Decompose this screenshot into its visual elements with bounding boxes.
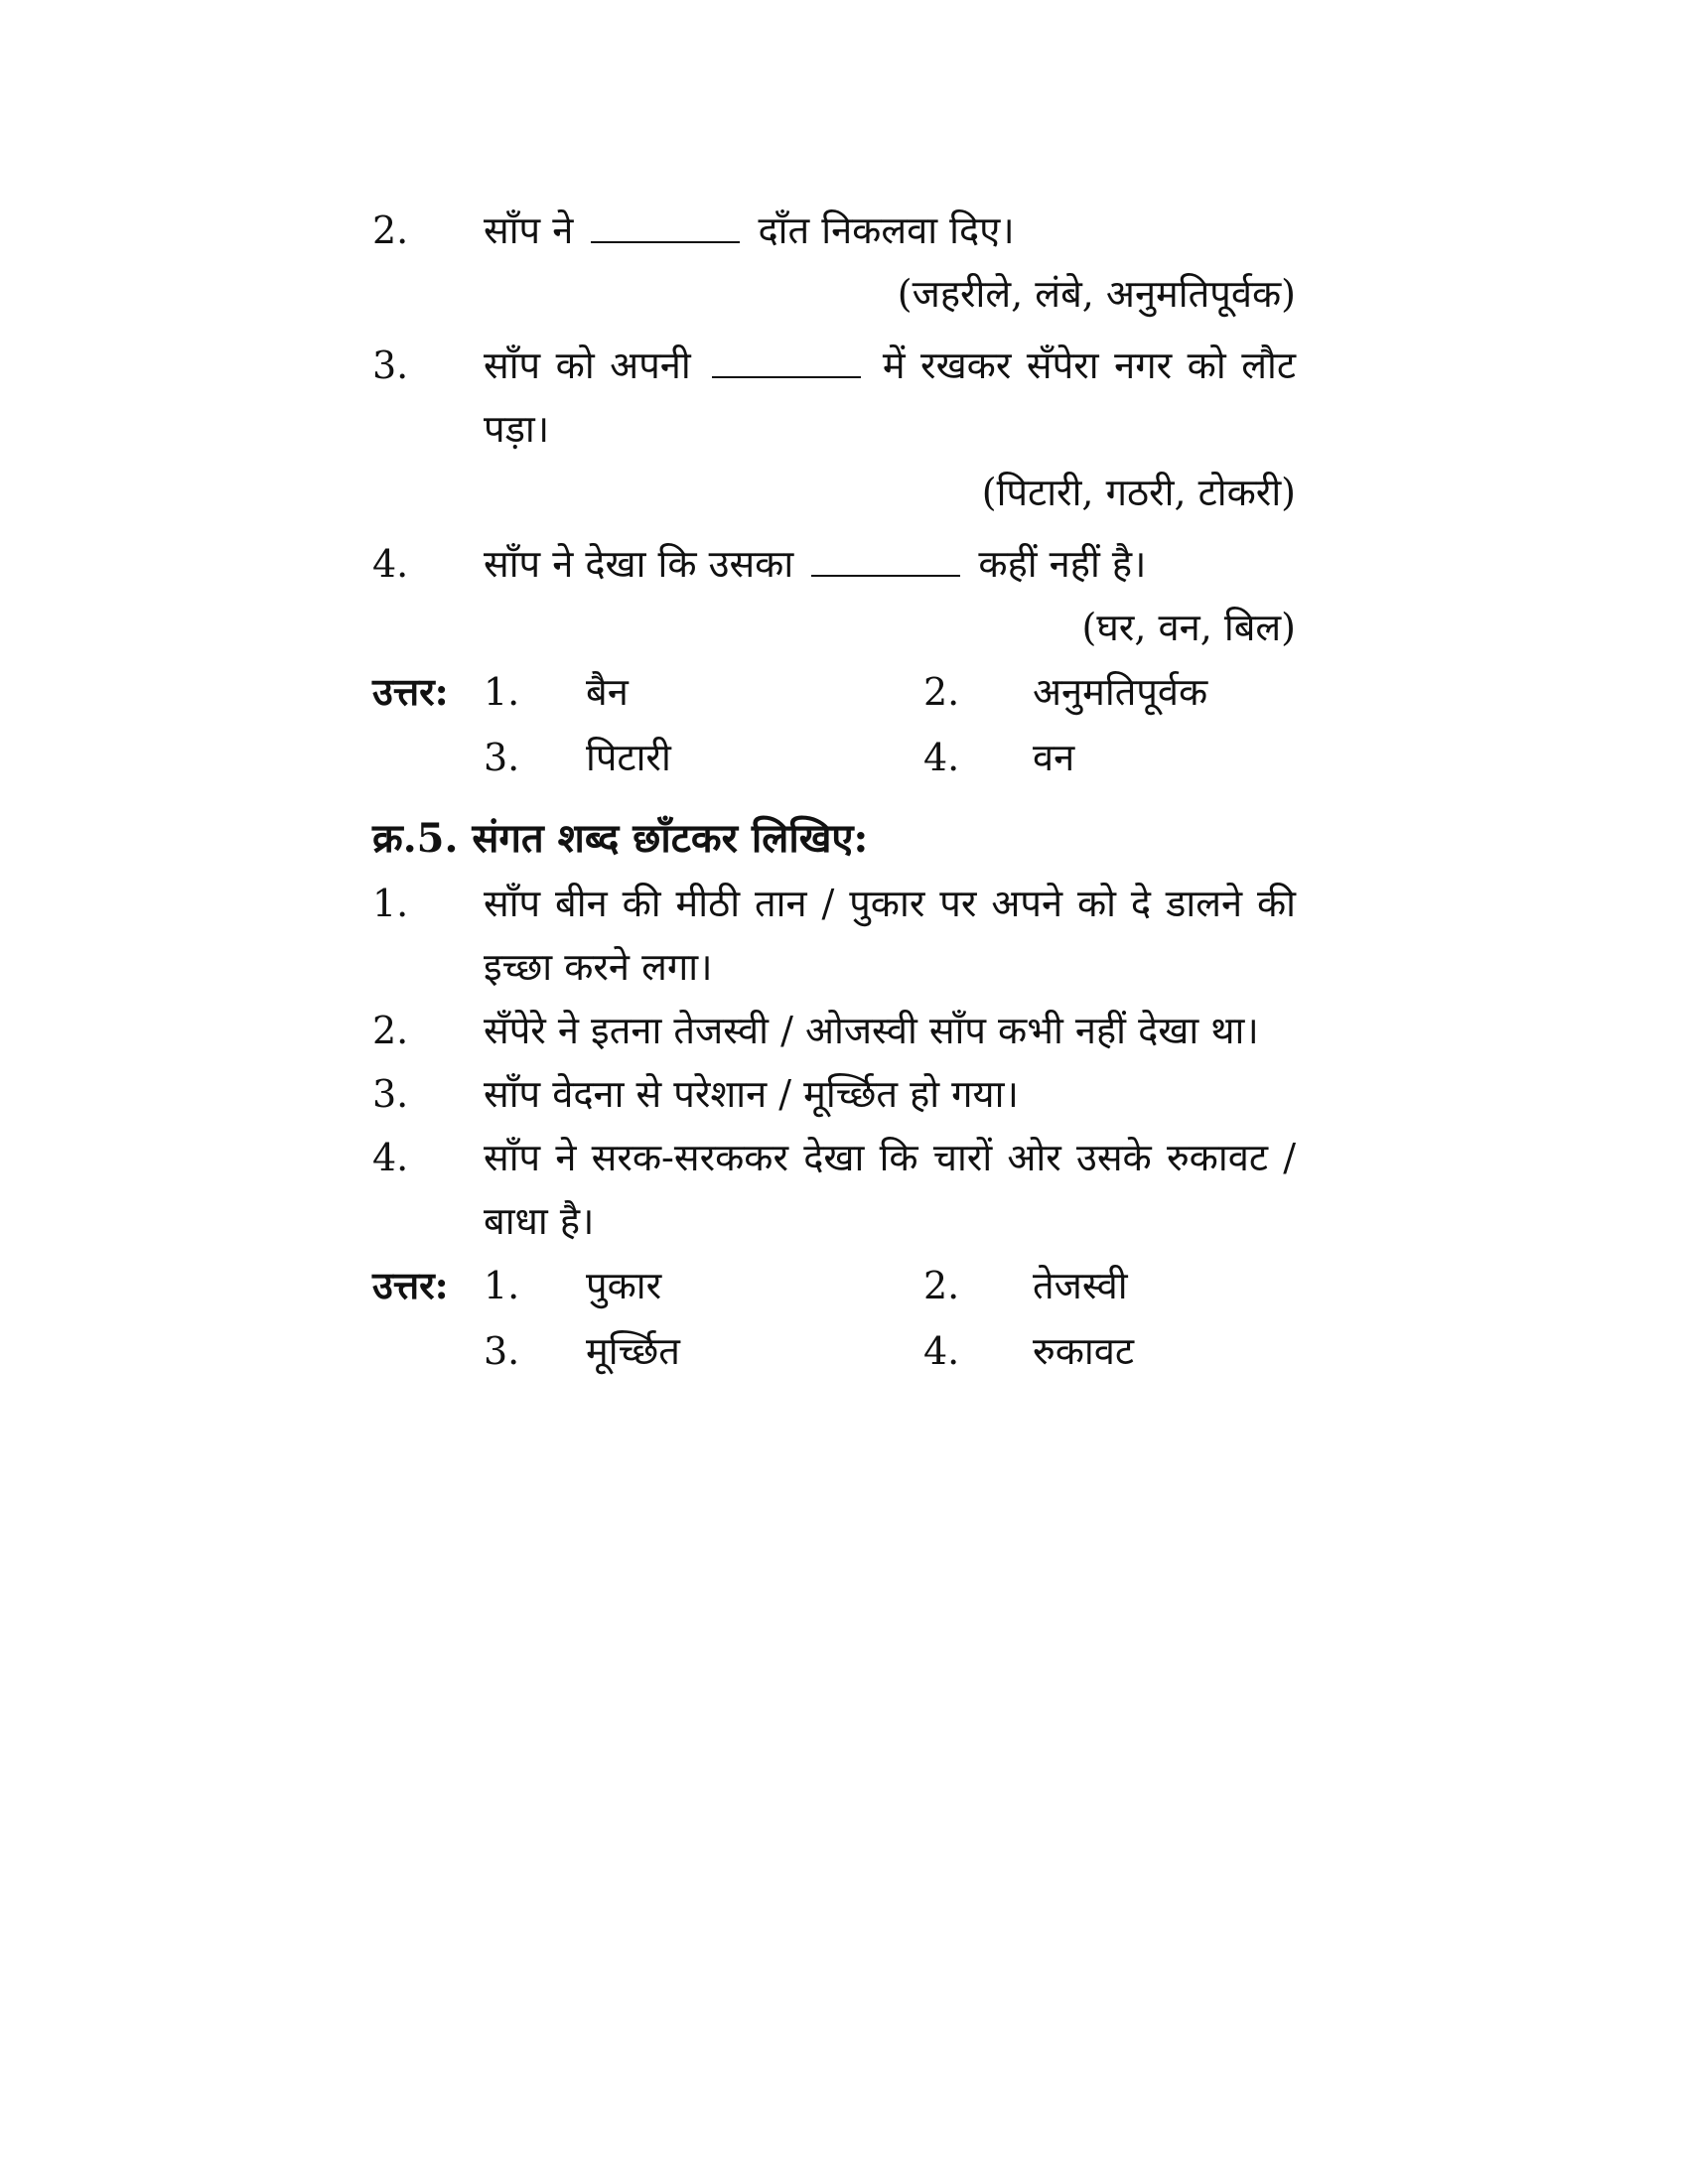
answer-block [372, 1253, 1296, 1384]
answer-text: पिटारी [586, 736, 671, 779]
answer-text: अनुमतिपूर्वक [1033, 670, 1208, 714]
answer-blank [811, 539, 960, 577]
question-text-after: में रखकर सँपेरा नगर को लौट पड़ा। [484, 343, 1296, 451]
fill-blank-question [372, 334, 1296, 524]
question-text-after: कहीं नहीं है। [978, 542, 1147, 586]
choose-word-question [372, 1126, 1296, 1253]
answer-text: पुकार [586, 1264, 662, 1307]
answer-number: 3. [484, 736, 520, 779]
answer-text: बैन [586, 670, 629, 714]
answer-blank [712, 341, 861, 378]
question-number: 2. [372, 1009, 409, 1052]
section-heading: क्र.5. संगत शब्द छाँटकर लिखिए: [372, 815, 869, 862]
question-number: 3. [372, 343, 409, 387]
question-text: साँप ने सरक-सरककर देखा कि चारों ओर उसके रुकावट / बाधा है। [484, 1136, 1296, 1243]
question-text: सँपेरे ने इतना तेजस्वी / ओजस्वी साँप कभी नहीं देखा था। [484, 1009, 1259, 1052]
question-number: 2. [372, 208, 409, 252]
question-text-before: साँप ने [484, 208, 574, 252]
answer-label: उत्तर: [372, 669, 449, 714]
choose-word-question [372, 999, 1296, 1062]
question-text: साँप बीन की मीठी तान / पुकार पर अपने को दे डालने की इच्छा करने लगा। [484, 882, 1296, 989]
answer-text: मूर्च्छित [586, 1329, 680, 1373]
answer-options: (पिटारी, गठरी, टोकरी) [981, 471, 1296, 514]
answer-number: 1. [484, 670, 520, 714]
answer-number: 3. [484, 1329, 520, 1373]
question-number: 4. [372, 1136, 409, 1179]
answer-text: वन [1033, 736, 1075, 779]
fill-blank-question [372, 199, 1296, 326]
question-text: साँप वेदना से परेशान / मूर्च्छित हो गया। [484, 1072, 1019, 1116]
answer-number: 4. [923, 736, 960, 779]
worksheet-page [372, 199, 1296, 1384]
answer-text: तेजस्वी [1033, 1264, 1128, 1307]
question-text-before: साँप को अपनी [484, 343, 691, 387]
fill-blank-question [372, 532, 1296, 659]
answer-options: (जहरीले, लंबे, अनुमतिपूर्वक) [897, 272, 1296, 316]
question-number: 1. [372, 882, 409, 925]
answer-number: 4. [923, 1329, 960, 1373]
answer-number: 2. [923, 670, 960, 714]
question-number: 4. [372, 542, 409, 586]
choose-word-question [372, 872, 1296, 999]
answer-number: 1. [484, 1264, 520, 1307]
choose-word-question [372, 1062, 1296, 1126]
answer-block [372, 659, 1296, 790]
answer-options: (घर, वन, बिल) [1081, 606, 1296, 649]
answer-label: उत्तर: [372, 1263, 449, 1307]
answer-number: 2. [923, 1264, 960, 1307]
question-text-before: साँप ने देखा कि उसका [484, 542, 794, 586]
answer-text: रुकावट [1033, 1329, 1135, 1373]
question-number: 3. [372, 1072, 409, 1116]
question-text-after: दाँत निकलवा दिए। [758, 208, 1015, 252]
answer-blank [591, 205, 740, 243]
